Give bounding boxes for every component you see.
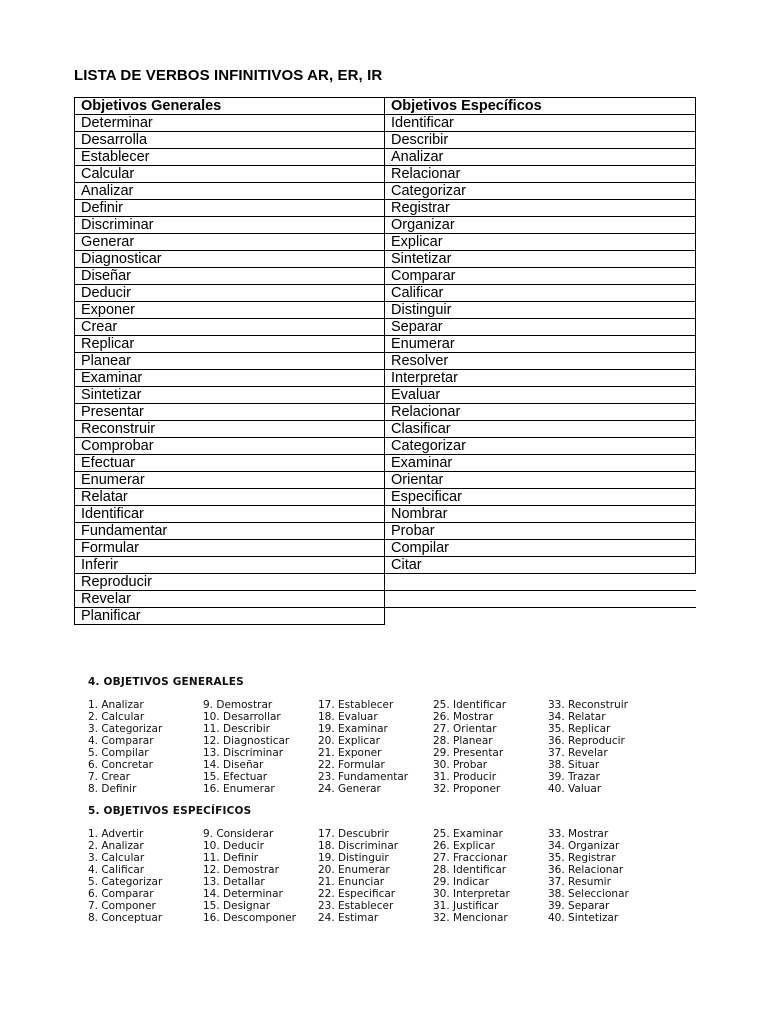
cell-especifico — [385, 574, 696, 591]
verb-item: 35. Registrar — [548, 852, 616, 864]
verb-item: 1. Advertir — [88, 828, 144, 840]
cell-general: Crear — [75, 319, 385, 336]
cell-especifico: Nombrar — [385, 506, 696, 523]
cell-general: Examinar — [75, 370, 385, 387]
cell-especifico: Enumerar — [385, 336, 696, 353]
document-title: LISTA DE VERBOS INFINITIVOS AR, ER, IR — [74, 67, 383, 84]
verb-item: 34. Relatar — [548, 711, 606, 723]
verb-item: 14. Diseñar — [203, 759, 264, 771]
verb-item: 4. Comparar — [88, 735, 154, 747]
verb-item: 15. Efectuar — [203, 771, 268, 783]
verb-item: 9. Demostrar — [203, 699, 273, 711]
cell-general: Fundamentar — [75, 523, 385, 540]
cell-general: Relatar — [75, 489, 385, 506]
verb-item: 21. Exponer — [318, 747, 382, 759]
verb-item: 12. Diagnosticar — [203, 735, 290, 747]
cell-especifico: Categorizar — [385, 183, 696, 200]
verb-table — [74, 97, 696, 625]
verb-item: 10. Deducir — [203, 840, 264, 852]
verb-item: 6. Comparar — [88, 888, 154, 900]
verb-column — [433, 699, 506, 795]
cell-especifico: Sintetizar — [385, 251, 696, 268]
cell-especifico: Calificar — [385, 285, 696, 302]
verb-item: 18. Discriminar — [318, 840, 399, 852]
verb-table-body — [75, 115, 696, 625]
cell-general: Deducir — [75, 285, 385, 302]
table-row — [75, 268, 696, 285]
verb-item: 5. Categorizar — [88, 876, 163, 888]
verb-item: 23. Fundamentar — [318, 771, 409, 783]
cell-especifico: Relacionar — [385, 404, 696, 421]
verb-item: 34. Organizar — [548, 840, 620, 852]
verb-column — [203, 699, 289, 795]
column-header-especificos: Objetivos Específicos — [385, 98, 696, 115]
table-row — [75, 370, 696, 387]
verb-item: 17. Establecer — [318, 699, 394, 711]
cell-especifico: Organizar — [385, 217, 696, 234]
table-row — [75, 149, 696, 166]
cell-general: Planificar — [75, 608, 385, 625]
verb-item: 38. Seleccionar — [548, 888, 629, 900]
verb-item: 21. Enunciar — [318, 876, 385, 888]
cell-general: Diagnosticar — [75, 251, 385, 268]
table-row — [75, 302, 696, 319]
verb-column — [318, 828, 398, 924]
cell-especifico: Explicar — [385, 234, 696, 251]
verb-item: 11. Definir — [203, 852, 259, 864]
table-row — [75, 574, 696, 591]
verb-column — [433, 828, 510, 924]
cell-general: Diseñar — [75, 268, 385, 285]
section-heading: 5. OBJETIVOS ESPECÍFICOS — [88, 805, 252, 817]
verb-item: 31. Producir — [433, 771, 497, 783]
verb-item: 27. Orientar — [433, 723, 497, 735]
verb-column — [88, 699, 162, 795]
verb-item: 19. Distinguir — [318, 852, 389, 864]
verb-item: 3. Categorizar — [88, 723, 163, 735]
cell-general: Identificar — [75, 506, 385, 523]
table-row — [75, 523, 696, 540]
table-row — [75, 285, 696, 302]
verb-item: 29. Presentar — [433, 747, 504, 759]
verb-item: 8. Conceptuar — [88, 912, 163, 924]
cell-general: Determinar — [75, 115, 385, 132]
cell-general: Definir — [75, 200, 385, 217]
verb-item: 25. Identificar — [433, 699, 507, 711]
cell-general: Efectuar — [75, 455, 385, 472]
verb-item: 19. Examinar — [318, 723, 388, 735]
verb-item: 20. Enumerar — [318, 864, 390, 876]
verb-item: 35. Replicar — [548, 723, 611, 735]
verb-column — [548, 699, 628, 795]
cell-especifico: Orientar — [385, 472, 696, 489]
cell-especifico: Evaluar — [385, 387, 696, 404]
cell-especifico: Examinar — [385, 455, 696, 472]
verb-item: 13. Detallar — [203, 876, 265, 888]
table-header-row — [75, 98, 696, 115]
table-row — [75, 166, 696, 183]
cell-especifico: Compilar — [385, 540, 696, 557]
cell-especifico: Categorizar — [385, 438, 696, 455]
verb-item: 30. Probar — [433, 759, 488, 771]
section-objetivos-generales — [88, 676, 628, 799]
verb-item: 37. Revelar — [548, 747, 608, 759]
cell-especifico: Analizar — [385, 149, 696, 166]
cell-general: Desarrolla — [75, 132, 385, 149]
verb-item: 12. Demostrar — [203, 864, 279, 876]
cell-general: Sintetizar — [75, 387, 385, 404]
cell-especifico: Describir — [385, 132, 696, 149]
cell-general: Revelar — [75, 591, 385, 608]
cell-general: Establecer — [75, 149, 385, 166]
cell-general: Presentar — [75, 404, 385, 421]
verb-item: 22. Especificar — [318, 888, 396, 900]
verb-item: 28. Identificar — [433, 864, 507, 876]
verb-grid — [88, 828, 629, 928]
cell-especifico: Interpretar — [385, 370, 696, 387]
verb-item: 38. Situar — [548, 759, 600, 771]
verb-item: 30. Interpretar — [433, 888, 510, 900]
verb-item: 1. Analizar — [88, 699, 144, 711]
verb-item: 10. Desarrollar — [203, 711, 281, 723]
cell-general: Replicar — [75, 336, 385, 353]
table-row — [75, 591, 696, 608]
table-row — [75, 472, 696, 489]
verb-item: 26. Mostrar — [433, 711, 494, 723]
table-row — [75, 540, 696, 557]
verb-item: 32. Mencionar — [433, 912, 508, 924]
verb-column — [548, 828, 629, 924]
table-row — [75, 234, 696, 251]
verb-item: 22. Formular — [318, 759, 385, 771]
cell-general: Discriminar — [75, 217, 385, 234]
cell-especifico: Probar — [385, 523, 696, 540]
verb-item: 40. Valuar — [548, 783, 602, 795]
verb-item: 27. Fraccionar — [433, 852, 508, 864]
table-row — [75, 404, 696, 421]
table-row — [75, 421, 696, 438]
cell-general: Analizar — [75, 183, 385, 200]
cell-especifico: Especificar — [385, 489, 696, 506]
table-row — [75, 132, 696, 149]
verb-item: 28. Planear — [433, 735, 493, 747]
cell-especifico: Separar — [385, 319, 696, 336]
cell-general: Enumerar — [75, 472, 385, 489]
verb-item: 7. Crear — [88, 771, 130, 783]
verb-item: 24. Estimar — [318, 912, 379, 924]
cell-especifico: Comparar — [385, 268, 696, 285]
verb-item: 11. Describir — [203, 723, 270, 735]
verb-item: 6. Concretar — [88, 759, 153, 771]
verb-item: 9. Considerar — [203, 828, 274, 840]
table-row — [75, 319, 696, 336]
column-header-generales: Objetivos Generales — [75, 98, 385, 115]
table-row — [75, 115, 696, 132]
verb-column — [203, 828, 296, 924]
cell-general: Inferir — [75, 557, 385, 574]
verb-item: 40. Sintetizar — [548, 912, 619, 924]
verb-item: 2. Analizar — [88, 840, 144, 852]
verb-item: 31. Justificar — [433, 900, 499, 912]
cell-especifico: Clasificar — [385, 421, 696, 438]
cell-general: Reproducir — [75, 574, 385, 591]
verb-item: 37. Resumir — [548, 876, 611, 888]
verb-item: 16. Enumerar — [203, 783, 275, 795]
table-row — [75, 336, 696, 353]
verb-item: 17. Descubrir — [318, 828, 389, 840]
cell-general: Calcular — [75, 166, 385, 183]
verb-column — [318, 699, 408, 795]
table-row — [75, 506, 696, 523]
cell-general: Planear — [75, 353, 385, 370]
verb-item: 29. Indicar — [433, 876, 489, 888]
verb-item: 5. Compilar — [88, 747, 149, 759]
verb-item: 36. Reproducir — [548, 735, 625, 747]
cell-general: Comprobar — [75, 438, 385, 455]
section-heading: 4. OBJETIVOS GENERALES — [88, 676, 244, 688]
cell-especifico: Citar — [385, 557, 696, 574]
verb-item: 24. Generar — [318, 783, 381, 795]
cell-general: Reconstruir — [75, 421, 385, 438]
verb-item: 39. Trazar — [548, 771, 600, 783]
cell-especifico: Resolver — [385, 353, 696, 370]
verb-column — [88, 828, 162, 924]
verb-item: 32. Proponer — [433, 783, 501, 795]
table-row — [75, 557, 696, 574]
cell-especifico: Distinguir — [385, 302, 696, 319]
verb-item: 18. Evaluar — [318, 711, 378, 723]
verb-item: 23. Establecer — [318, 900, 394, 912]
verb-grid — [88, 699, 628, 799]
verb-item: 4. Calificar — [88, 864, 145, 876]
verb-item: 36. Relacionar — [548, 864, 624, 876]
table-row — [75, 387, 696, 404]
cell-especifico — [385, 608, 696, 625]
table-row — [75, 251, 696, 268]
verb-item: 14. Determinar — [203, 888, 283, 900]
section-objetivos-especificos — [88, 805, 629, 928]
verb-item: 33. Reconstruir — [548, 699, 628, 711]
cell-especifico: Registrar — [385, 200, 696, 217]
table-row — [75, 608, 696, 625]
table-row — [75, 455, 696, 472]
verb-item: 26. Explicar — [433, 840, 495, 852]
verb-item: 20. Explicar — [318, 735, 380, 747]
table-row — [75, 200, 696, 217]
cell-especifico — [385, 591, 696, 608]
verb-item: 2. Calcular — [88, 711, 145, 723]
cell-general: Formular — [75, 540, 385, 557]
table-row — [75, 438, 696, 455]
verb-item: 33. Mostrar — [548, 828, 609, 840]
cell-especifico: Relacionar — [385, 166, 696, 183]
verb-item: 3. Calcular — [88, 852, 145, 864]
verb-item: 8. Definir — [88, 783, 137, 795]
table-row — [75, 217, 696, 234]
table-row — [75, 353, 696, 370]
verb-item: 39. Separar — [548, 900, 610, 912]
verb-item: 13. Discriminar — [203, 747, 284, 759]
verb-item: 16. Descomponer — [203, 912, 296, 924]
cell-general: Exponer — [75, 302, 385, 319]
table-row — [75, 489, 696, 506]
verb-item: 25. Examinar — [433, 828, 503, 840]
cell-general: Generar — [75, 234, 385, 251]
cell-especifico: Identificar — [385, 115, 696, 132]
verb-item: 15. Designar — [203, 900, 271, 912]
table-row — [75, 183, 696, 200]
verb-item: 7. Componer — [88, 900, 156, 912]
